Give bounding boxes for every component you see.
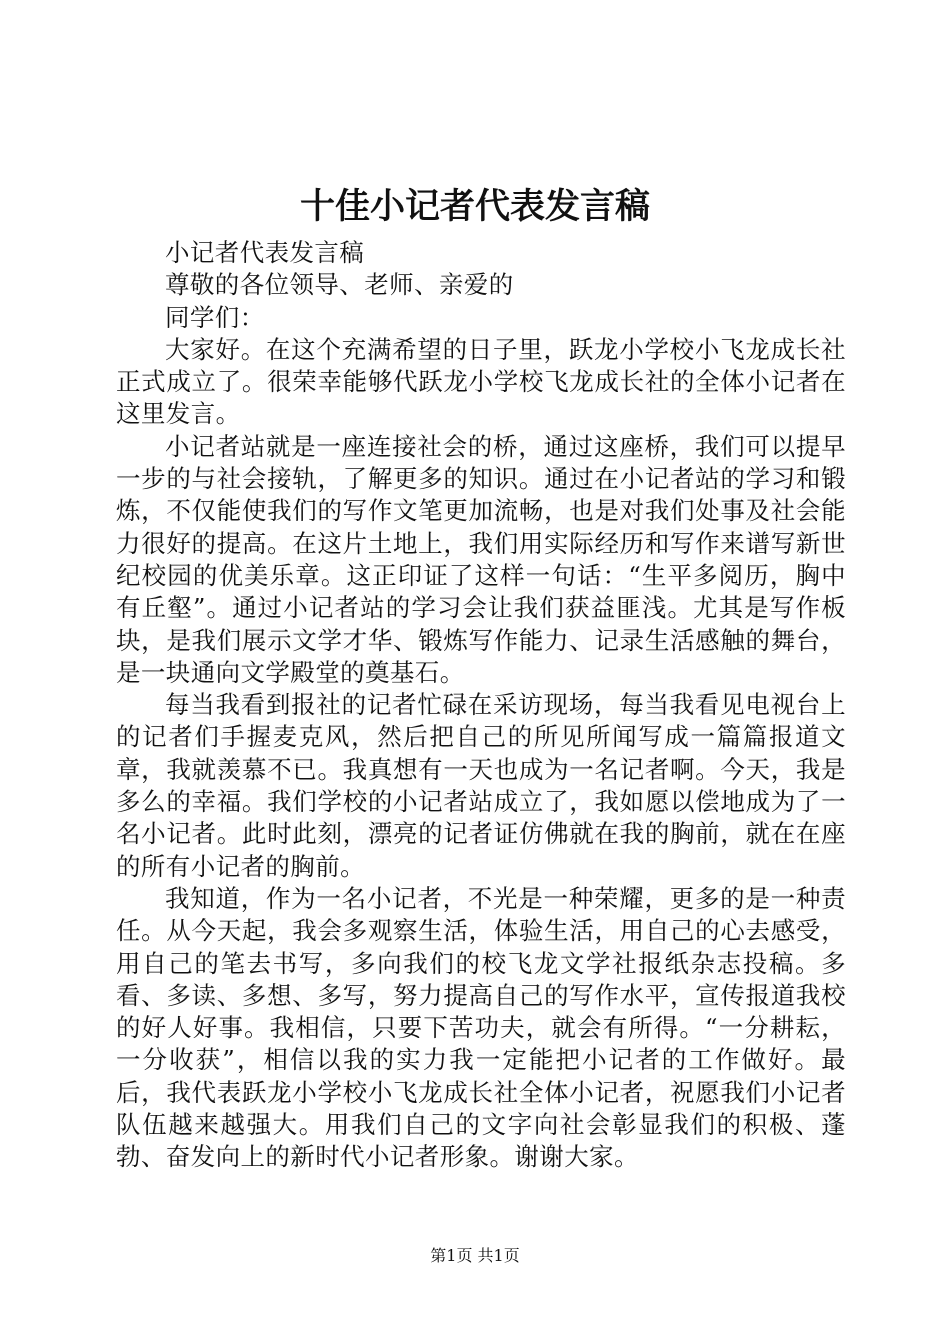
subtitle-line: 小记者代表发言稿 [165,238,365,267]
document-title: 十佳小记者代表发言稿 [299,186,650,227]
paragraph: 大家好。在这个充满希望的日子里，跃龙小学校小飞龙成长社正式成立了。很荣幸能够代跃龙小学校飞龙成长社的全体小记者在这里发言。 [116,334,846,429]
page-footer: 第1页 共1页 [430,1246,520,1265]
paragraph: 小记者站就是一座连接社会的桥，通过这座桥，我们可以提早一步的与社会接轨，了解更多的知识。通过在小记者站的学习和锻炼，不仅能使我们的写作文笔更加流畅，也是对我们处事及社会能力很好的提高。在这片土地上，我们用实际经历和写作来谱写新世纪校园的优美乐章。这正印证了这样一句话：“生平多阅历，胸中有丘壑”。通过小记者站的学习会让我们获益匪浅。尤其是写作板块，是我们展示文学才华、锻炼写作能力、记录生活感触的舞台，是一块通向文学殿堂的奠基石。 [116,431,846,687]
salutation-line: 尊敬的各位领导、老师、亲爱的 [165,270,514,300]
paragraph: 每当我看到报社的记者忙碌在采访现场，每当我看见电视台上的记者们手握麦克风，然后把自己的所见所闻写成一篇篇报道文章，我就羡慕不已。我真想有一天也成为一名记者啊。今天，我是多么的幸福。我们学校的小记者站成立了，我如愿以偿地成为了一名小记者。此时此刻，漂亮的记者证仿佛就在我的胸前，就在在座的所有小记者的胸前。 [116,690,846,881]
salutation-line-continued: 同学们： [165,302,265,332]
paragraph: 我知道，作为一名小记者，不光是一种荣耀，更多的是一种责任。从今天起，我会多观察生活，体验生活，用自己的心去感受，用自己的笔去书写，多向我们的校飞龙文学社报纸杂志投稿。多看、多读、多想、多写，努力提高自己的写作水平，宣传报道我校的好人好事。我相信，只要下苦功夫，就会有所得。“一分耕耘，一分收获”，相信以我的实力我一定能把小记者的工作做好。最后，我代表跃龙小学校小飞龙成长社全体小记者，祝愿我们小记者队伍越来越强大。用我们自己的文字向社会彰显我们的积极、蓬勃、奋发向上的新时代小记者形象。谢谢大家。 [116,883,846,1172]
document-body [116,237,846,1174]
